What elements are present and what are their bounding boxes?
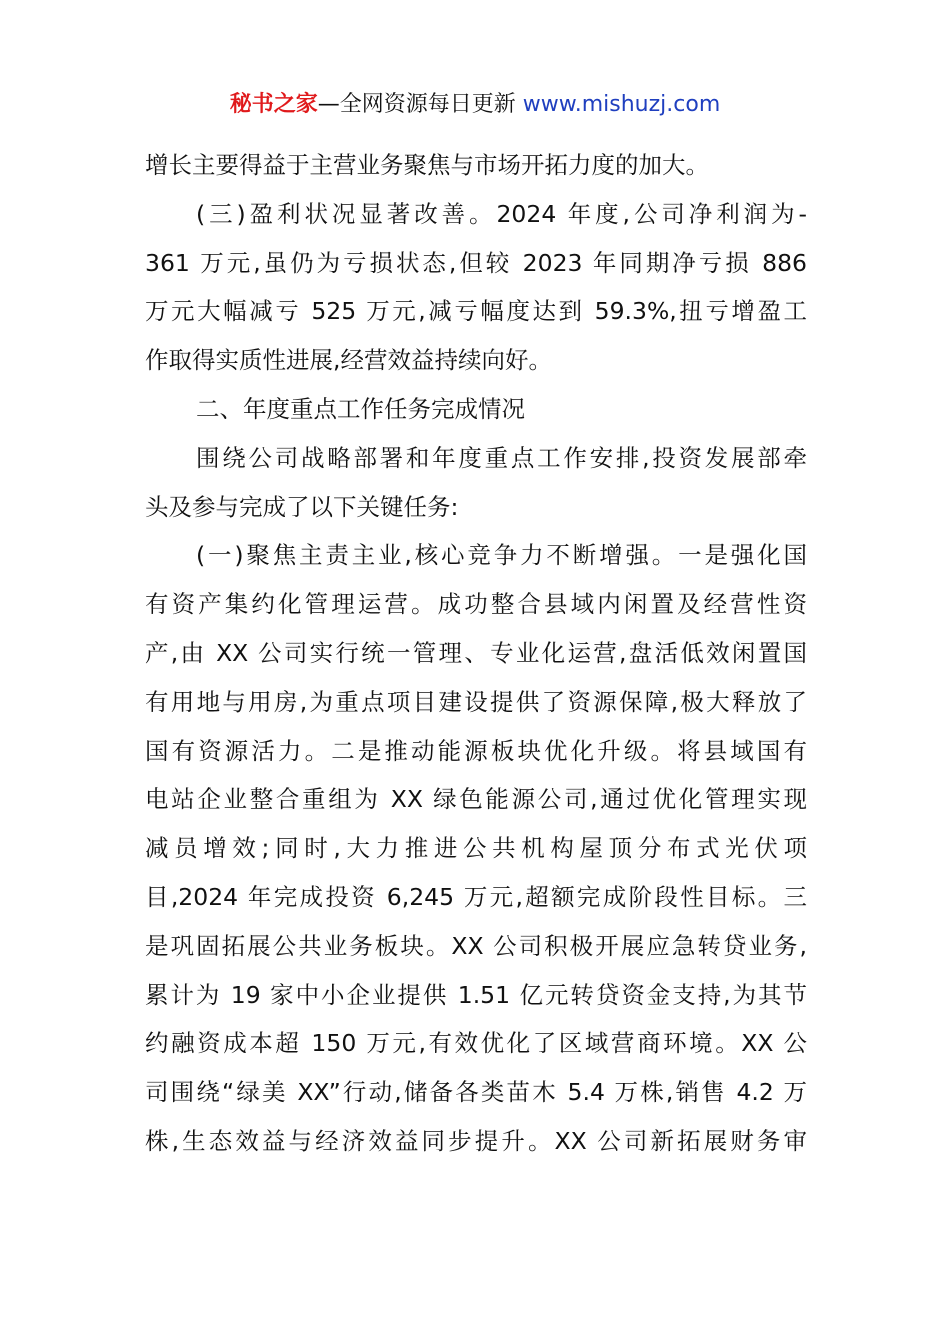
header-tagline: —全网资源每日更新 [317,92,523,117]
text-line: (三)盈利状况显著改善。2024 年度,公司净利润为- [196,199,807,228]
text-line: 有资产集约化管理运营。成功整合县域内闲置及经营性资 [145,590,807,619]
site-url-link[interactable]: www.mishuzj.com [522,92,721,117]
text-line: 增长主要得益于主营业务聚焦与市场开拓力度的加大。 [145,151,709,179]
document-body [145,141,807,1166]
site-header [0,88,950,122]
text-line: 是巩固拓展公共业务板块。XX 公司积极开展应急转贷业务, [145,931,807,960]
text-line: 有用地与用房,为重点项目建设提供了资源保障,极大释放了 [145,687,807,716]
text-line: 作取得实质性进展,经营效益持续向好。 [145,346,552,375]
section-heading: 二、年度重点工作任务完成情况 [196,394,525,423]
text-line: 目,2024 年完成投资 6,245 万元,超额完成阶段性目标。三 [145,882,807,911]
text-line: 头及参与完成了以下关键任务: [145,492,459,521]
brand-name: 秘书之家 [229,92,318,117]
text-line: 产,由 XX 公司实行统一管理、专业化运营,盘活低效闲置国 [145,638,807,667]
text-line: 国有资源活力。二是推动能源板块优化升级。将县域国有 [145,736,807,765]
text-line: 司围绕“绿美 XX”行动,储备各类苗木 5.4 万株,销售 4.2 万 [145,1078,807,1107]
text-line: 减员增效;同时,大力推进公共机构屋顶分布式光伏项 [145,834,807,863]
text-line: 约融资成本超 150 万元,有效优化了区域营商环境。XX 公 [145,1029,807,1058]
text-line: 围绕公司战略部署和年度重点工作安排,投资发展部牵 [196,443,807,472]
text-line: 电站企业整合重组为 XX 绿色能源公司,通过优化管理实现 [145,785,807,814]
text-line: 累计为 19 家中小企业提供 1.51 亿元转贷资金支持,为其节 [145,980,807,1009]
text-line: 株,生态效益与经济效益同步提升。XX 公司新拓展财务审 [145,1126,807,1155]
text-line: 361 万元,虽仍为亏损状态,但较 2023 年同期净亏损 886 [145,248,807,277]
text-line: (一)聚焦主责主业,核心竞争力不断增强。一是强化国 [196,541,807,570]
text-line: 万元大幅减亏 525 万元,减亏幅度达到 59.3%,扭亏增盈工 [145,297,807,326]
